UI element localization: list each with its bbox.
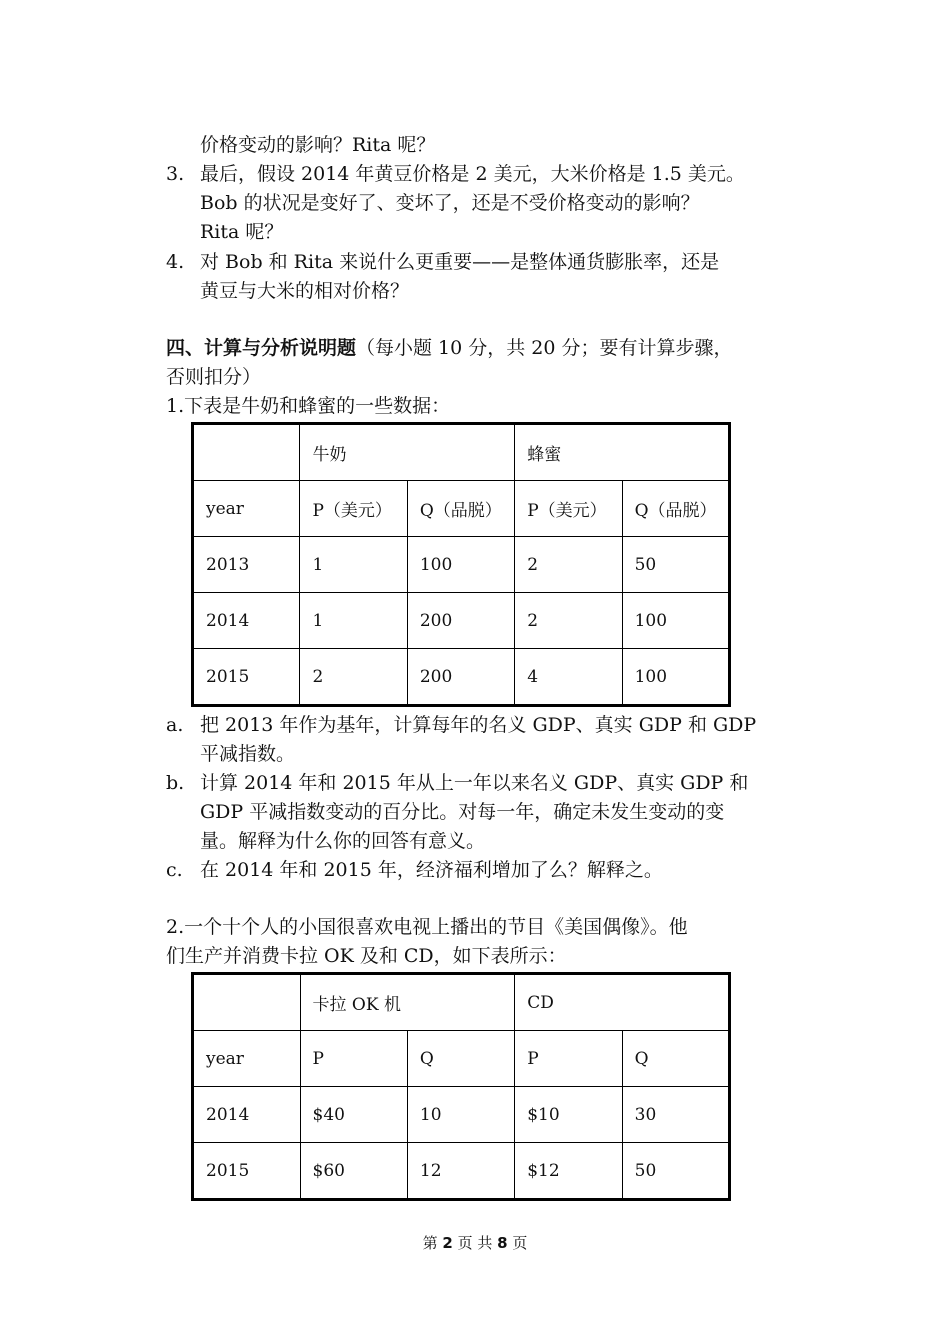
- item-line: 黄豆与大米的相对价格？: [200, 280, 410, 302]
- table-cell: $60: [300, 1143, 407, 1200]
- table-cell: 30: [622, 1087, 729, 1143]
- table-cell: 2: [515, 537, 622, 593]
- table-cell: 1: [300, 537, 407, 593]
- table-cell: 200: [407, 593, 514, 649]
- table-header-cell: P: [300, 1031, 407, 1087]
- subquestion-label: c.: [166, 859, 183, 881]
- table-goods-cell: CD: [515, 974, 730, 1031]
- footer-page-number: 2: [442, 1234, 453, 1252]
- table-cell: 4: [515, 649, 622, 706]
- subquestion-line: 把 2013 年作为基年，计算每年的名义 GDP、真实 GDP 和 GDP: [200, 714, 757, 736]
- table-cell: 12: [407, 1143, 514, 1200]
- section-title: [166, 334, 733, 363]
- table-cell: 10: [407, 1087, 514, 1143]
- table-cell: 50: [622, 537, 729, 593]
- page-footer: [0, 1232, 950, 1253]
- table-cell: 100: [407, 537, 514, 593]
- problem1-intro: 1.下表是牛奶和蜂蜜的一些数据：: [166, 395, 451, 417]
- problem2-intro-line: 们生产并消费卡拉 OK 及和 CD，如下表所示：: [166, 945, 567, 967]
- table-cell: 200: [407, 649, 514, 706]
- table-cell: 50: [622, 1143, 729, 1200]
- table-header-cell: P（美元）: [300, 481, 407, 537]
- subquestion-line: 计算 2014 年和 2015 年从上一年以来名义 GDP、真实 GDP 和: [200, 772, 749, 794]
- table-header-cell: Q: [407, 1031, 514, 1087]
- table-row: [193, 537, 730, 593]
- q3-continued-line: 价格变动的影响？Rita 呢？: [200, 134, 436, 156]
- table-header-row: [193, 1031, 730, 1087]
- table-cell: 2015: [193, 1143, 301, 1200]
- table-cell: [193, 424, 300, 481]
- karaoke-cd-table: [191, 972, 731, 1201]
- subquestion-label: b.: [166, 772, 185, 794]
- table-cell: 2: [300, 649, 407, 706]
- table-cell: 2013: [193, 537, 300, 593]
- footer-suffix: 页: [512, 1234, 528, 1252]
- section-title-line2: 否则扣分）: [166, 366, 262, 388]
- item-number: 4.: [166, 251, 185, 273]
- table-row: [193, 649, 730, 706]
- item-line: Rita 呢？: [200, 221, 284, 243]
- section-title-bold: 四、计算与分析说明题: [166, 337, 357, 359]
- table-goods-cell: 牛奶: [300, 424, 515, 481]
- table-goods-cell: 蜂蜜: [515, 424, 730, 481]
- item-number: 3.: [166, 163, 185, 185]
- table-goods-row: [193, 424, 730, 481]
- subquestion-line: GDP 平减指数变动的百分比。对每一年，确定未发生变动的变: [200, 801, 725, 823]
- table-cell: 2: [515, 593, 622, 649]
- table-header-row: [193, 481, 730, 537]
- table-goods-cell: 卡拉 OK 机: [300, 974, 515, 1031]
- milk-honey-table: [191, 422, 731, 707]
- table-header-cell: year: [193, 1031, 301, 1087]
- table-row: [193, 1087, 730, 1143]
- item-line: Bob 的状况是变好了、变坏了，还是不受价格变动的影响？: [200, 192, 700, 214]
- table-cell: 100: [622, 649, 729, 706]
- table-cell: 2015: [193, 649, 300, 706]
- table-row: [193, 1143, 730, 1200]
- table-header-cell: P（美元）: [515, 481, 622, 537]
- subquestion-line: 在 2014 年和 2015 年，经济福利增加了么？解释之。: [200, 859, 663, 881]
- footer-total-pages: 8: [497, 1234, 508, 1252]
- footer-prefix: 第: [422, 1234, 438, 1252]
- section-title-rest: （每小题 10 分，共 20 分；要有计算步骤，: [356, 337, 733, 359]
- table-cell: 2014: [193, 593, 300, 649]
- table-header-cell: P: [515, 1031, 622, 1087]
- table-cell: 2014: [193, 1087, 301, 1143]
- table-header-cell: Q: [622, 1031, 729, 1087]
- table-cell: $12: [515, 1143, 622, 1200]
- table-header-cell: Q（品脱）: [407, 481, 514, 537]
- table-row: [193, 593, 730, 649]
- table-cell: 100: [622, 593, 729, 649]
- table-cell: 1: [300, 593, 407, 649]
- table-header-cell: year: [193, 481, 300, 537]
- item-line: 最后，假设 2014 年黄豆价格是 2 美元，大米价格是 1.5 美元。: [200, 163, 745, 185]
- table-cell: [193, 974, 301, 1031]
- subquestion-line: 量。解释为什么你的回答有意义。: [200, 830, 486, 852]
- item-line: 对 Bob 和 Rita 来说什么更重要——是整体通货膨胀率，还是: [200, 251, 720, 273]
- problem2-intro-line: 2.一个十个人的小国很喜欢电视上播出的节目《美国偶像》。他: [166, 916, 688, 938]
- table-cell: $10: [515, 1087, 622, 1143]
- table-goods-row: [193, 974, 730, 1031]
- subquestion-label: a.: [166, 714, 184, 736]
- subquestion-line: 平减指数。: [200, 743, 296, 765]
- table-header-cell: Q（品脱）: [622, 481, 729, 537]
- footer-middle: 页 共: [457, 1234, 493, 1252]
- table-cell: $40: [300, 1087, 407, 1143]
